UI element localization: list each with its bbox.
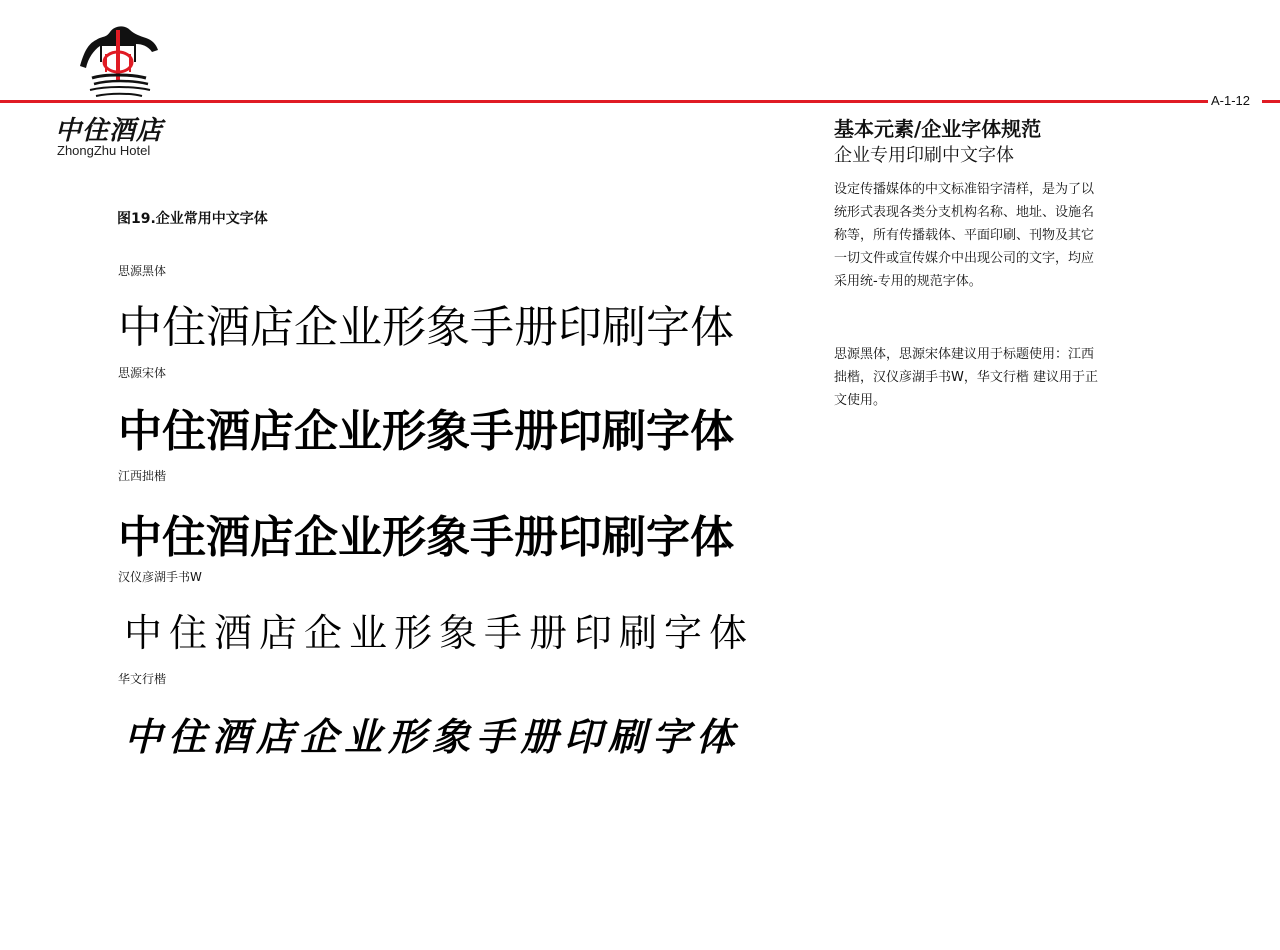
brand-name-cn: 中住酒店 [55, 116, 164, 146]
font-sample-huawen-xingkai: 中住酒店企业形象手册印刷字体 [124, 714, 741, 759]
font-label-siyuan-song: 思源宋体 [118, 366, 167, 380]
section-subtitle: 企业专用印刷中文字体 [834, 145, 1014, 166]
brand-name-en: ZhongZhu Hotel [57, 143, 151, 158]
font-label-siyuan-hei: 思源黑体 [118, 264, 167, 278]
font-sample-jiangxi-zhuokai: 中住酒店企业形象手册印刷字体 [118, 512, 734, 563]
description-paragraph: 设定传播媒体的中文标准铅字清样，是为了以统形式表现各类分支机构名称、地址、设施名称等，所有传播载体、平面印刷、刊物及其它一切文件或宣传媒介中出现公司的文字，均应采用统-专用的规范字体。 [834, 182, 1095, 289]
header-rule [0, 100, 1208, 103]
figure-caption: 图19.企业常用中文字体 [117, 211, 268, 227]
section-title: 基本元素/企业字体规范 [834, 117, 1042, 141]
font-sample-siyuan-song: 中住酒店企业形象手册印刷字体 [118, 406, 734, 457]
page-code: A-1-12 [1211, 93, 1251, 108]
font-label-hanyi-yanhu: 汉仪彦湖手书W [118, 570, 202, 584]
usage-paragraph: 思源黑体，思源宋体建议用于标题使用：江西拙楷，汉仪彦湖手书W，华文行楷 建议用于正文使用。 [834, 347, 1098, 408]
hotel-logo-icon [76, 22, 160, 102]
header-rule-end [1262, 100, 1280, 103]
font-label-jiangxi-zhuokai: 江西拙楷 [118, 469, 167, 483]
font-sample-hanyi-yanhu: 中住酒店企业形象手册印刷字体 [124, 611, 755, 655]
font-label-huawen-xingkai: 华文行楷 [118, 672, 167, 686]
font-sample-siyuan-hei: 中住酒店企业形象手册印刷字体 [118, 302, 734, 353]
